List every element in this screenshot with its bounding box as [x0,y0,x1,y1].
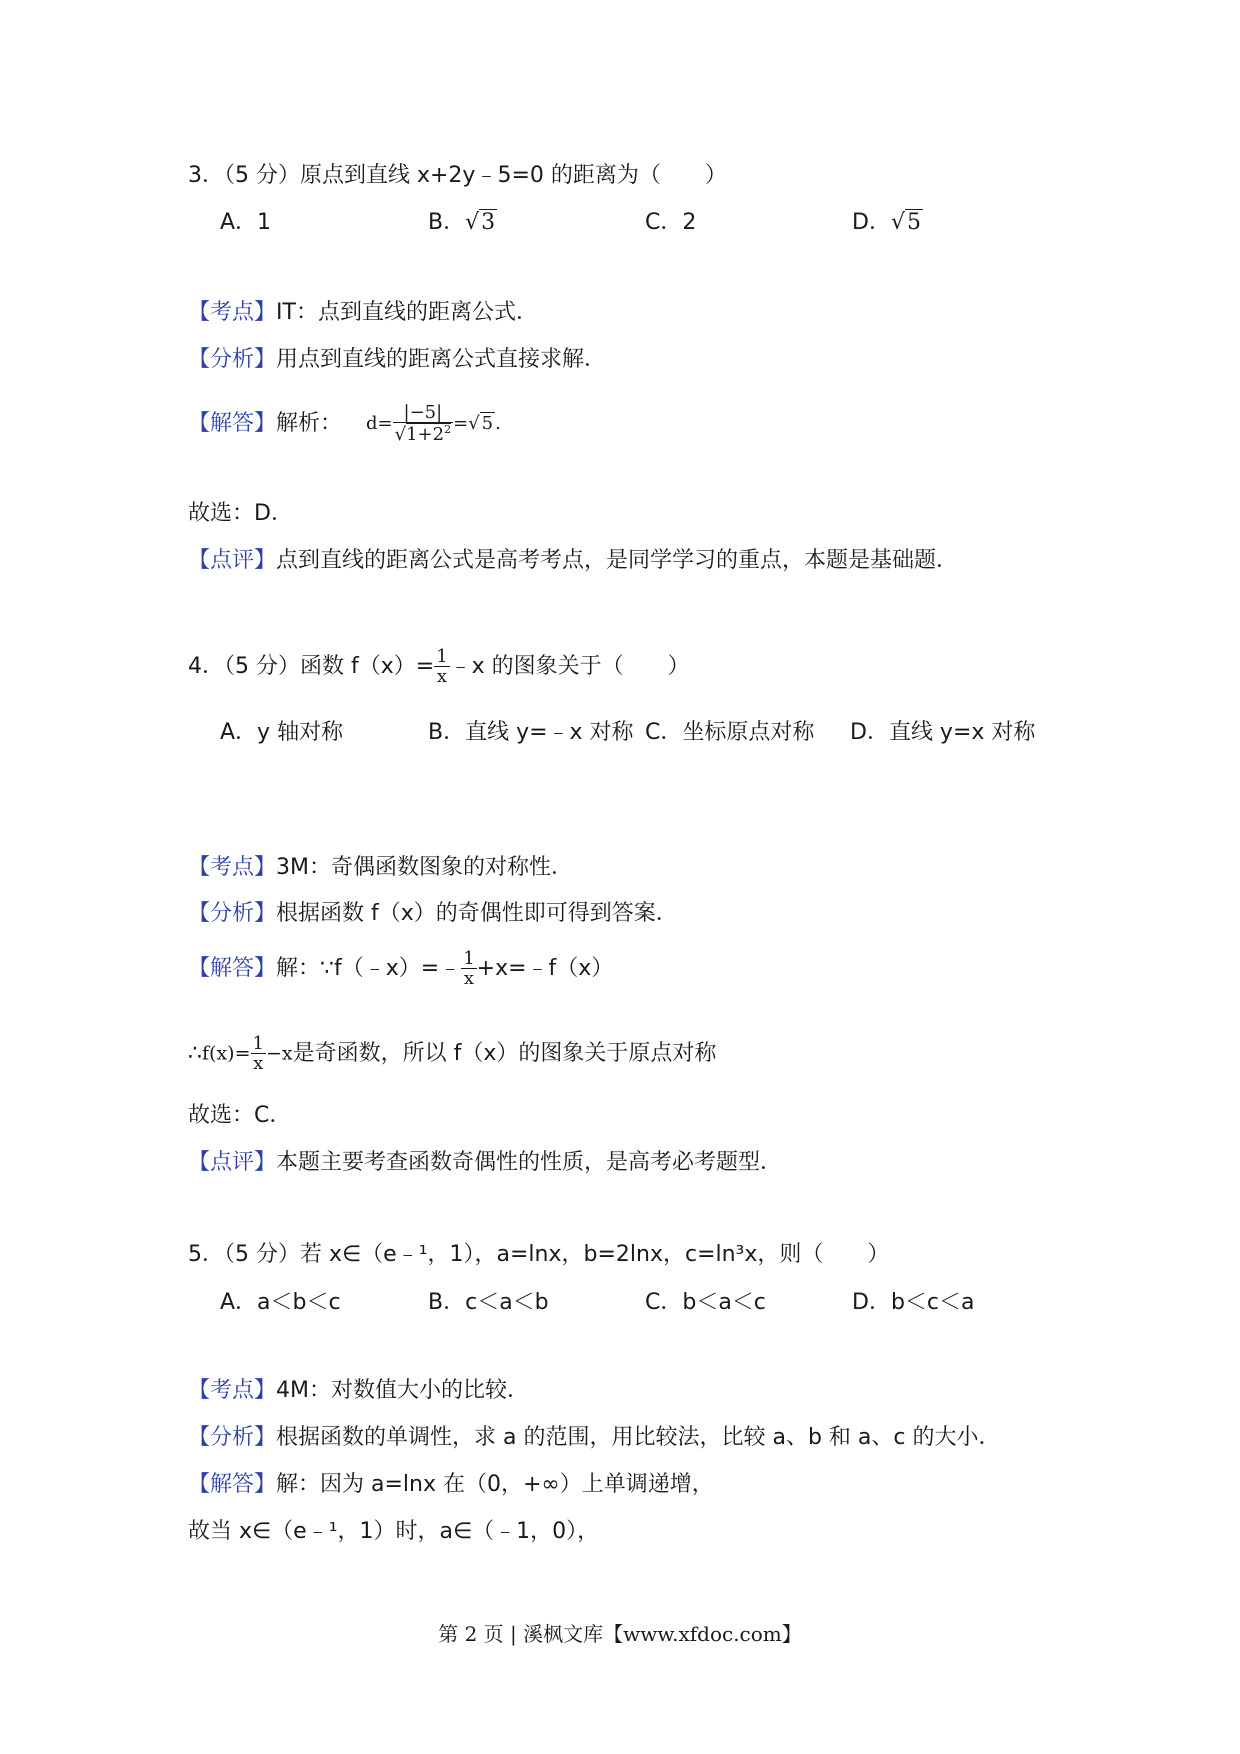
q4-kaodian: 【考点】3M：奇偶函数图象的对称性． [188,855,573,880]
q3-distance-formula: d= $\frac{|-5|}{√1+2^2}$ =√ 5 . [366,402,501,445]
q5-fenxi: 【分析】根据函数的单调性，求 a 的范围，用比较法，比较 a、b 和 a、c 的大小． [188,1425,1001,1450]
q5-stem: 5．（5 分）若 x∈（e﹣¹，1），a=lnx，b=2lnx，c=ln³x，则（ ） [188,1242,890,1267]
q5-option-b: B．c＜a＜b [428,1290,549,1315]
q4-fenxi: 【分析】根据函数 f（x）的奇偶性即可得到答案． [188,901,678,926]
q5-option-c: C．b＜a＜c [645,1290,766,1315]
q3-kaodian: 【考点】IT：点到直线的距离公式． [188,300,538,325]
q4-option-d: D．直线 y=x 对称 [850,720,1036,745]
q5-jieda: 【解答】解：因为 a=lnx 在（0，+∞）上单调递增， [188,1472,714,1497]
q4-jieda: 【解答】解：∵f（﹣x）=﹣ $\frac{1}{x}$ +x=﹣f（x） [188,948,614,989]
q4-option-c: C．坐标原点对称 [645,720,815,745]
q3-fenxi: 【分析】用点到直线的距离公式直接求解． [188,347,607,372]
q4-option-a: A．y 轴对称 [220,720,344,745]
q3-guxuan: 故选：D． [188,501,293,526]
q3-jieda: 【解答】解析： [188,411,343,436]
q4-dianping: 【点评】本题主要考查函数奇偶性的性质，是高考必考题型． [188,1150,783,1175]
q5-jieda-line2: 故当 x∈（e﹣¹，1）时，a∈（﹣1，0）， [188,1519,600,1544]
q3-option-b: B．√3 [428,210,496,235]
q4-guxuan: 故选：C． [188,1103,292,1128]
page-footer: 第 2 页 | 溪枫文库【www.xfdoc.com】 [438,1622,802,1646]
q5-option-a: A．a＜b＜c [220,1290,341,1315]
q3-option-d: D．√5 [852,210,921,235]
q3-option-c: C．2 [645,210,697,235]
q3-dianping: 【点评】点到直线的距离公式是高考考点，是同学学习的重点，本题是基础题． [188,548,959,573]
q5-option-d: D．b＜c＜a [852,1290,975,1315]
q4-stem: 4．（5 分）函数 f（x）= $\frac{1}{x}$ ﹣x 的图象关于（ ） [188,646,690,687]
q4-option-b: B．直线 y=﹣x 对称 [428,720,634,745]
q5-kaodian: 【考点】4M：对数值大小的比较． [188,1378,529,1403]
q3-stem: 3．（5 分）原点到直线 x+2y﹣5=0 的距离为（ ） [188,163,727,188]
q4-therefore: ∴f(x)= $\frac{1}{x}$ −x是奇函数，所以 f（x）的图象关于原点对称 [188,1033,717,1074]
q3-option-a: A．1 [220,210,272,235]
